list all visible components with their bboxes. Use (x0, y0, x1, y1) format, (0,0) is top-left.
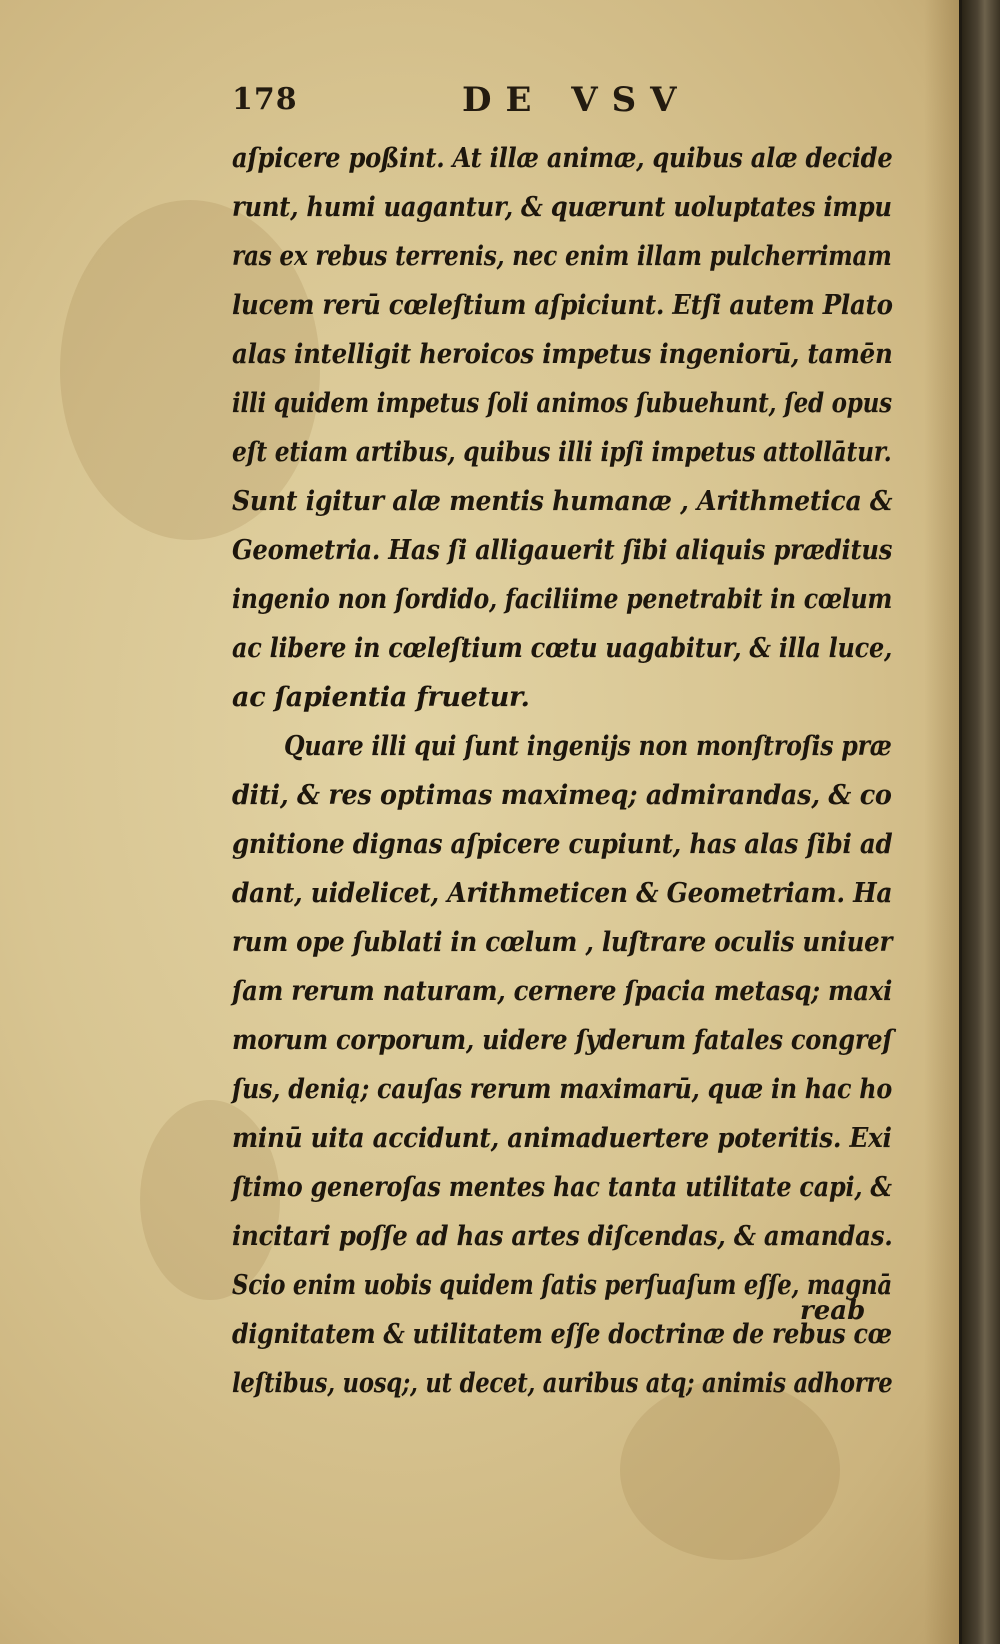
text-line: rum ope ſublati in cœlum , luſtrare oculis uniuer (232, 927, 893, 958)
page-number: 178 (232, 82, 298, 117)
text-line: ſus, denią; cauſas rerum maximarū, quæ in hac ho (232, 1074, 892, 1105)
text-line: dignitatem & utilitatem eſſe doctrinæ de rebus cœ (232, 1319, 892, 1350)
text-line: minū uita accidunt, animaduertere poteritis. Exi (232, 1123, 892, 1154)
text-line: ſtimo generoſas mentes hac tanta utilitate capi, & (232, 1172, 892, 1203)
text-line: diti, & res optimas maximeq; admirandas, & co (232, 780, 892, 811)
text-line: eſt etiam artibus, quibus illi ipſi impetus attollātur. (232, 437, 892, 468)
binding-edge (962, 0, 1000, 1644)
text-line: leſtibus, uosq;, ut decet, auribus atq; animis adhorre (232, 1368, 893, 1399)
text-line: ras ex rebus terrenis, nec enim illam pulcherrimam (232, 241, 892, 272)
paragraph-first-line: Quare illi qui ſunt ingenijs non monſtroſis præ (284, 731, 892, 762)
text-line: alas intelligit heroicos impetus ingeniorū, tamēn (232, 339, 893, 370)
text-line: illi quidem impetus ſoli animos ſubuehunt, ſed opus (232, 388, 892, 419)
text-line: ingenio non ſordido, faciliime penetrabit in cœlum (232, 584, 893, 615)
text-line: Sunt igitur alæ mentis humanæ , Arithmetica & (232, 486, 893, 517)
text-line: runt, humi uagantur, & quærunt uoluptates impu (232, 192, 892, 223)
text-line: Scio enim uobis quidem ſatis perſuaſum eſſe, magnā (232, 1270, 892, 1301)
catchword: reab (800, 1296, 866, 1326)
text-line: ac libere in cœleſtium cœtu uagabitur, & illa luce, (232, 633, 893, 664)
text-line: ſam rerum naturam, cernere ſpacia metasq; maxi (232, 976, 893, 1007)
text-line: ac ſapientia fruetur. (232, 682, 530, 713)
body-text (232, 134, 892, 1408)
text-line: lucem rerū cœleſtium aſpiciunt. Etſi autem Plato (232, 290, 893, 321)
page-header (232, 80, 872, 120)
running-head: DE VSV (462, 80, 691, 120)
text-line: incitari poſſe ad has artes diſcendas, & amandas. (232, 1221, 893, 1252)
text-line: dant, uidelicet, Arithmeticen & Geometriam. Ha (232, 878, 893, 909)
text-line: Geometria. Has ſi alligauerit ſibi aliquis præditus (232, 535, 893, 566)
text-line: morum corporum, uidere ſyderum fatales congreſ (232, 1025, 893, 1056)
text-line: gnitione dignas aſpicere cupiunt, has alas ſibi ad (232, 829, 893, 860)
gutter-shadow (924, 0, 964, 1644)
text-line: aſpicere poßint. At illæ animæ, quibus alæ decide (232, 143, 893, 174)
